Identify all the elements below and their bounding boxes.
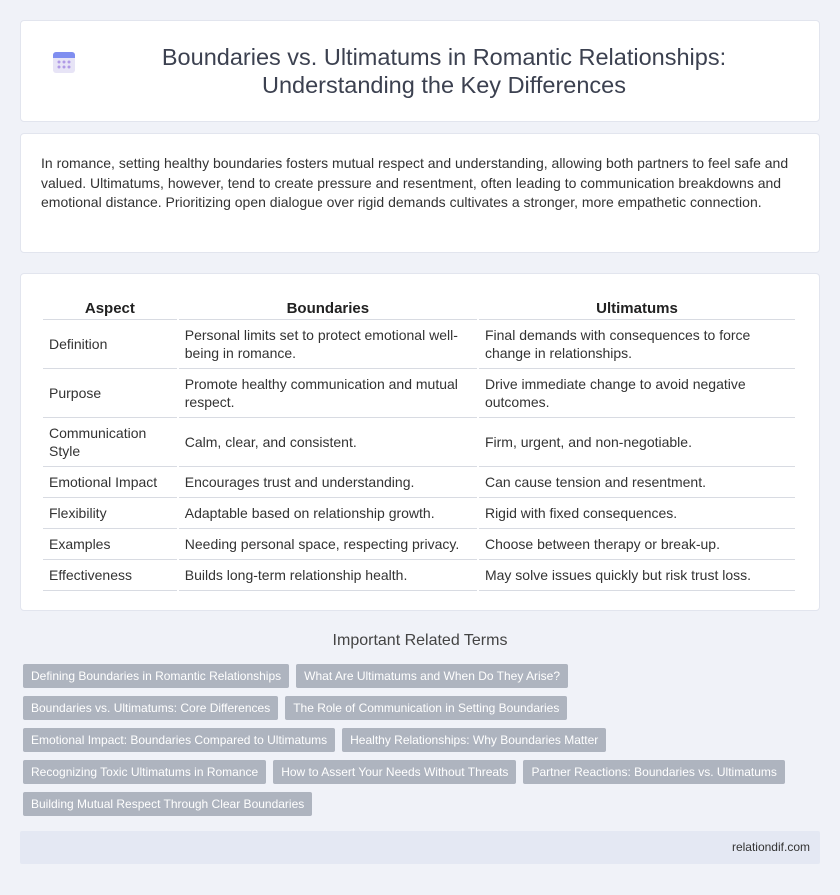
header-ultimatums: Ultimatums bbox=[479, 292, 795, 320]
table-cell: Purpose bbox=[43, 369, 177, 418]
table-cell: Examples bbox=[43, 529, 177, 560]
table-cell: Builds long-term relationship health. bbox=[179, 560, 477, 591]
related-term-tag[interactable]: How to Assert Your Needs Without Threats bbox=[273, 760, 516, 784]
related-term-tag[interactable]: Defining Boundaries in Romantic Relationships bbox=[23, 664, 289, 688]
table-cell: Choose between therapy or break-up. bbox=[479, 529, 795, 560]
related-term-tag[interactable]: Boundaries vs. Ultimatums: Core Differences bbox=[23, 696, 278, 720]
table-row bbox=[43, 467, 795, 498]
header-card bbox=[20, 20, 820, 122]
table-cell: Calm, clear, and consistent. bbox=[179, 418, 477, 467]
table-cell: Can cause tension and resentment. bbox=[479, 467, 795, 498]
footer-site-link[interactable]: relationdif.com bbox=[731, 840, 810, 854]
page-title: Boundaries vs. Ultimatums in Romantic Relationships: Understanding the Key Differences bbox=[161, 44, 727, 98]
table-cell: Personal limits set to protect emotional well-being in romance. bbox=[179, 320, 477, 369]
related-terms-list bbox=[23, 664, 813, 824]
table-cell: Encourages trust and understanding. bbox=[179, 467, 477, 498]
table-row bbox=[43, 560, 795, 591]
related-term-tag[interactable]: The Role of Communication in Setting Boundaries bbox=[285, 696, 567, 720]
table-cell: Final demands with consequences to force change in relationships. bbox=[479, 320, 795, 369]
related-term-tag[interactable]: Healthy Relationships: Why Boundaries Matter bbox=[342, 728, 606, 752]
table-header-row bbox=[43, 292, 795, 320]
related-term-tag[interactable]: Recognizing Toxic Ultimatums in Romance bbox=[23, 760, 266, 784]
table-cell: Firm, urgent, and non-negotiable. bbox=[479, 418, 795, 467]
related-term-tag[interactable]: Emotional Impact: Boundaries Compared to Ultimatums bbox=[23, 728, 335, 752]
comparison-table-card bbox=[20, 273, 820, 611]
table-cell: Adaptable based on relationship growth. bbox=[179, 498, 477, 529]
table-cell: Communication Style bbox=[43, 418, 177, 467]
footer bbox=[20, 831, 820, 864]
table-cell: May solve issues quickly but risk trust loss. bbox=[479, 560, 795, 591]
related-term-tag[interactable]: What Are Ultimatums and When Do They Arise? bbox=[296, 664, 568, 688]
table-row bbox=[43, 418, 795, 467]
header-aspect: Aspect bbox=[43, 292, 177, 320]
table-cell: Flexibility bbox=[43, 498, 177, 529]
intro-text: In romance, setting healthy boundaries fosters mutual respect and understanding, allowing both partners to feel safe and valued. Ultimatums, however, tend to create pressure and resentment, often leading to communication breakdowns and emotional distance. Prioritizing open dialogue over rigid demands cultivates a stronger, more empathetic connection. bbox=[41, 155, 789, 210]
related-term-tag[interactable]: Partner Reactions: Boundaries vs. Ultimatums bbox=[523, 760, 784, 784]
table-cell: Definition bbox=[43, 320, 177, 369]
table-row bbox=[43, 369, 795, 418]
table-cell: Needing personal space, respecting privacy. bbox=[179, 529, 477, 560]
table-cell: Effectiveness bbox=[43, 560, 177, 591]
table-row bbox=[43, 320, 795, 369]
table-cell: Emotional Impact bbox=[43, 467, 177, 498]
related-terms-title: Important Related Terms bbox=[332, 632, 508, 649]
table-cell: Rigid with fixed consequences. bbox=[479, 498, 795, 529]
table-row bbox=[43, 498, 795, 529]
table-cell: Drive immediate change to avoid negative outcomes. bbox=[479, 369, 795, 418]
table-row bbox=[43, 529, 795, 560]
calendar-icon bbox=[51, 49, 77, 75]
header-boundaries: Boundaries bbox=[179, 292, 477, 320]
table-cell: Promote healthy communication and mutual respect. bbox=[179, 369, 477, 418]
comparison-table bbox=[41, 292, 797, 591]
intro-card bbox=[20, 133, 820, 253]
related-term-tag[interactable]: Building Mutual Respect Through Clear Boundaries bbox=[23, 792, 312, 816]
